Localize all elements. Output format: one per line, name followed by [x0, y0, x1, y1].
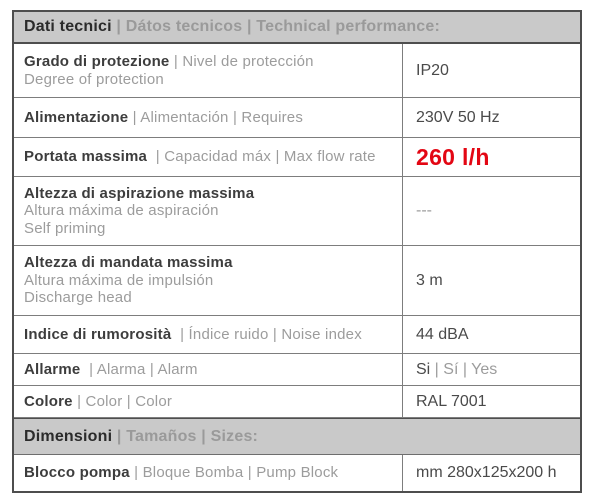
table-row-allarme [14, 354, 580, 386]
value-color: RAL 7001 [402, 386, 580, 417]
table-row-alimentazione [14, 98, 580, 138]
table-row-portata-massima [14, 138, 580, 177]
value-noise-index: 44 dBA [402, 316, 580, 353]
label-cell [14, 246, 402, 315]
row-label-line-en: Discharge head [24, 289, 132, 307]
value-alarm-translations: | Sí | Yes [430, 360, 498, 378]
row-label-translations: | Capacidad máx | Max flow rate [147, 148, 376, 166]
value-pump-block-size: mm 280x125x200 h [402, 455, 580, 491]
table-row-indice-rumorosita [14, 316, 580, 354]
row-label-primary: Allarme [24, 360, 81, 378]
table-row-colore [14, 386, 580, 418]
value-alarm-primary: Si [416, 360, 431, 378]
section-title-dati-tecnici-translations: | Dátos tecnicos | Technical performance: [111, 18, 441, 35]
label-cell [14, 98, 402, 137]
section-header-dati-tecnici [14, 12, 580, 44]
row-label-line [24, 464, 394, 482]
row-label-line [24, 148, 394, 166]
row-label-translations: | Color | Color [72, 392, 173, 410]
row-label-primary: Grado di protezione [24, 53, 170, 70]
row-label-translations: | Nivel de protección [169, 53, 314, 70]
row-label-translations: | Alarma | Alarm [80, 360, 198, 378]
row-label-primary: Altezza di aspirazione massima [24, 184, 255, 202]
row-label-line [24, 393, 394, 411]
table-row-altezza-aspirazione [14, 177, 580, 246]
row-label-translations: | Bloque Bomba | Pump Block [129, 464, 339, 482]
table-row-grado-di-protezione [14, 44, 580, 98]
row-label-line-en: Self priming [24, 219, 106, 237]
row-label-line [24, 109, 394, 127]
section-title-dimensioni: Dimensioni [24, 427, 113, 445]
row-label-primary: Portata massima [24, 148, 148, 166]
row-label-line [24, 53, 394, 71]
row-label-line-es: Altura máxima de impulsión [24, 271, 214, 289]
row-label-line-en: Degree of protection [24, 70, 164, 88]
row-label-translations: | Índice ruido | Noise index [171, 325, 362, 343]
value-alarm [402, 354, 580, 385]
label-cell [14, 386, 402, 417]
section-header-dimensioni [14, 418, 580, 455]
label-cell [14, 354, 402, 385]
row-label-line [24, 361, 394, 379]
value-max-flow-rate: 260 l/h [402, 138, 580, 176]
table-row-blocco-pompa [14, 455, 580, 491]
value-alimentazione: 230V 50 Hz [402, 98, 580, 137]
row-label-primary: Indice di rumorosità [24, 325, 172, 343]
row-label-translations: | Alimentación | Requires [128, 108, 304, 126]
value-discharge-head: 3 m [402, 246, 580, 315]
value-grado-di-protezione: IP20 [402, 44, 580, 97]
row-label-primary: Altezza di mandata massima [24, 254, 233, 272]
section-title-dimensioni-translations: | Tamaños | Sizes: [112, 427, 259, 445]
row-label-primary: Alimentazione [24, 108, 129, 126]
label-cell [14, 44, 402, 97]
label-cell [14, 316, 402, 353]
label-cell [14, 177, 402, 245]
row-label-primary: Blocco pompa [24, 464, 130, 482]
value-self-priming: --- [402, 177, 580, 245]
label-cell [14, 455, 402, 491]
technical-data-table [12, 10, 582, 493]
row-label-line [24, 326, 394, 344]
table-row-altezza-mandata [14, 246, 580, 316]
section-title-dati-tecnici: Dati tecnici [24, 18, 112, 35]
row-label-primary: Colore [24, 392, 73, 410]
row-label-line-es: Altura máxima de aspiración [24, 202, 219, 220]
label-cell [14, 138, 402, 176]
